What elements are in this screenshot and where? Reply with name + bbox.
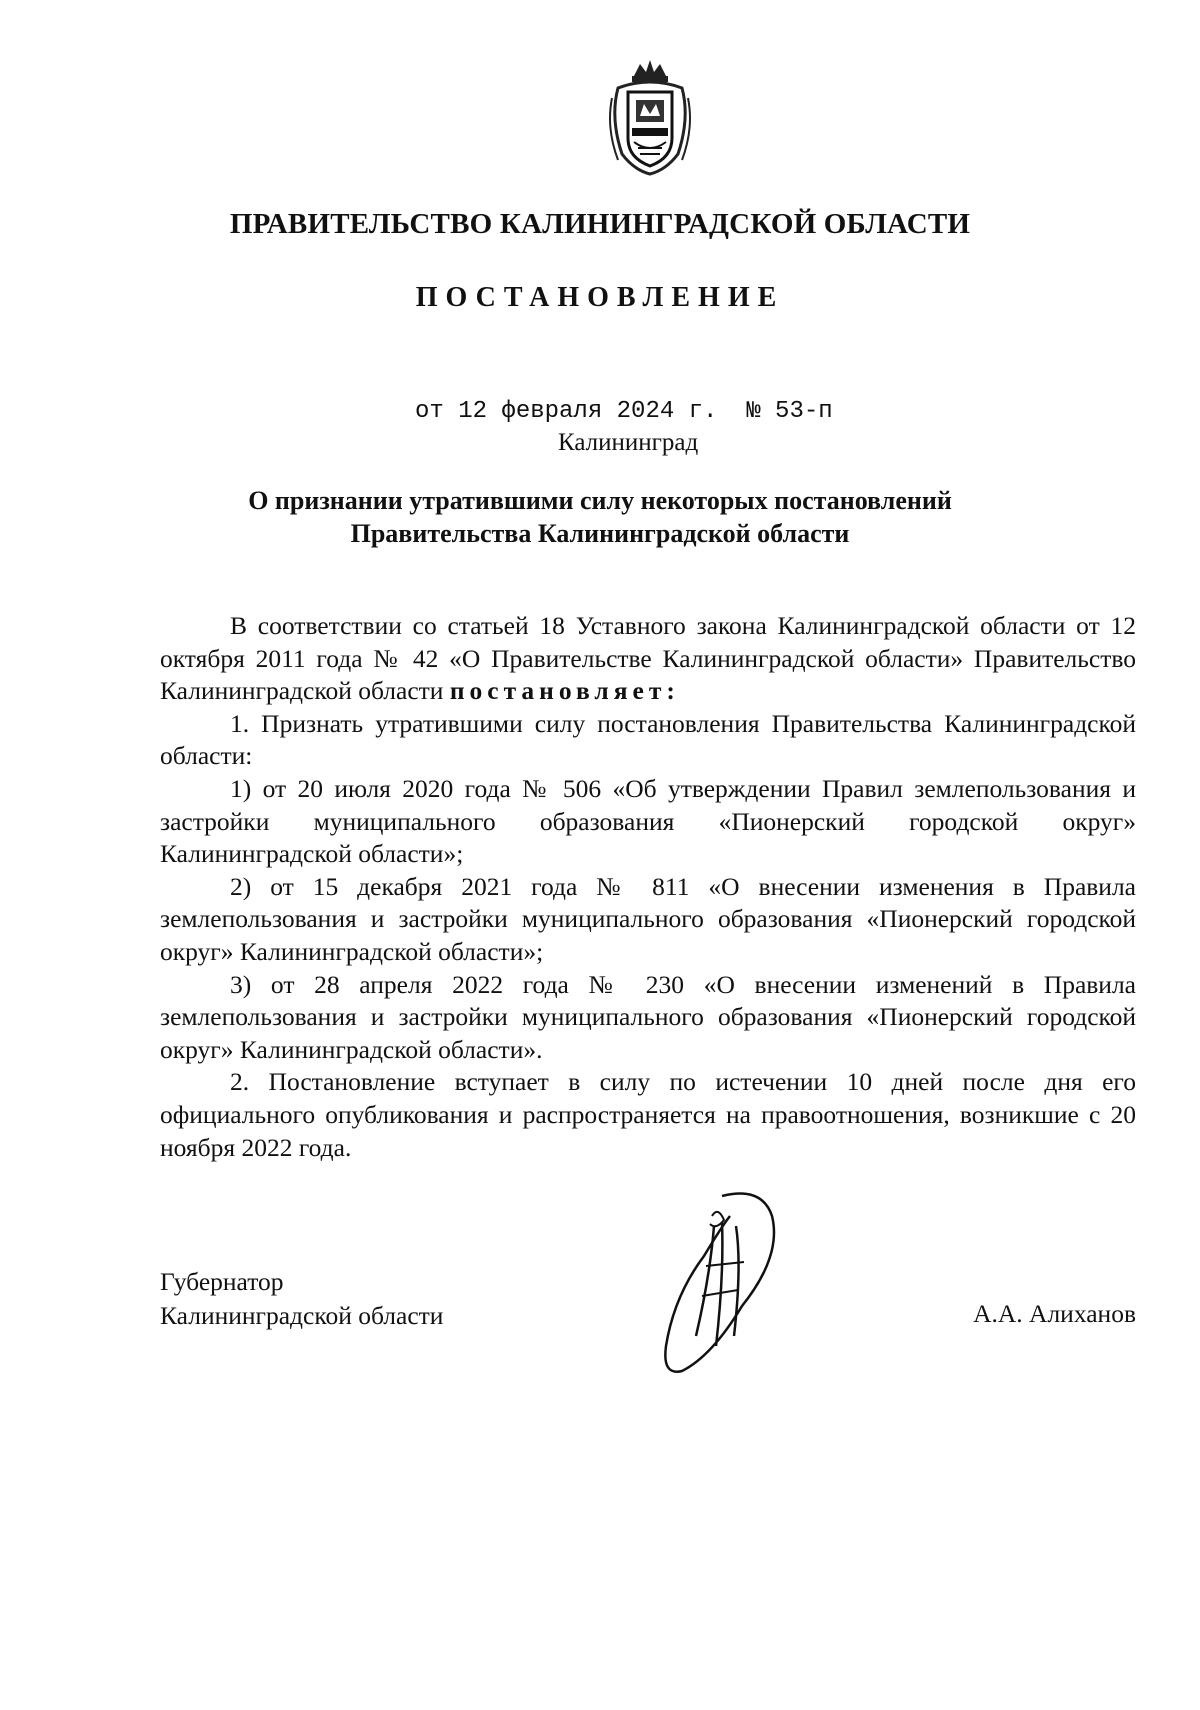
preamble-paragraph	[160, 610, 1136, 708]
subject-line-2: Правительства Калининградской области	[350, 519, 850, 548]
city-name: Калининград	[558, 429, 699, 456]
signer-title-line-2: Калининградской области	[160, 1301, 444, 1330]
handwritten-signature-icon	[652, 1186, 802, 1376]
subject-line-1: О признании утратившими силу некоторых постановлений	[248, 486, 952, 515]
organization-title: ПРАВИТЕЛЬСТВО КАЛИНИНГРАДСКОЙ ОБЛАСТИ	[229, 208, 971, 240]
subitem-1-paragraph: 1) от 20 июля 2020 года № 506 «Об утверждении Правил землепользования и застройки муниципального образования «Пионерский городской округ» Калининградской области»;	[160, 773, 1136, 869]
item-1-paragraph: 1. Признать утратившими силу постановления Правительства Калининградской области:	[160, 708, 1136, 771]
signer-title-line-1: Губернатор	[160, 1267, 284, 1296]
date-number-line: от 12 февраля 2024 г. № 53-п	[415, 398, 833, 425]
preamble-keyword: постановляет:	[449, 676, 680, 706]
signer-position	[160, 1265, 443, 1333]
coat-of-arms-icon	[604, 58, 696, 178]
subitem-2-paragraph: 2) от 15 декабря 2021 года № 811 «О внесении изменения в Правила землепользования и застройки муниципального образования «Пионерский городской округ» Калининградской области»;	[160, 871, 1136, 966]
subitem-3-paragraph: 3) от 28 апреля 2022 года № 230 «О внесении изменений в Правила землепользования и застройки муниципального образования «Пионерский городской округ» Калининградской области».	[160, 969, 1136, 1064]
item-2-paragraph: 2. Постановление вступает в силу по истечении 10 дней после дня его официального опубликования и распространяется на правоотношения, возникшие с 20 ноября 2022 года.	[160, 1067, 1136, 1162]
document-body	[160, 610, 1136, 1164]
document-subject	[0, 484, 1200, 550]
preamble-text: В соответствии со статьей 18 Уставного закона Калининградской области от 12 октября 2011 года № 42 «О Правительстве Калининградской области» Правительство Калининградской области	[160, 611, 1136, 706]
signer-name: А.А. Алиханов	[973, 1299, 1136, 1328]
document-type-title: ПОСТАНОВЛЕНИЕ	[415, 282, 785, 313]
